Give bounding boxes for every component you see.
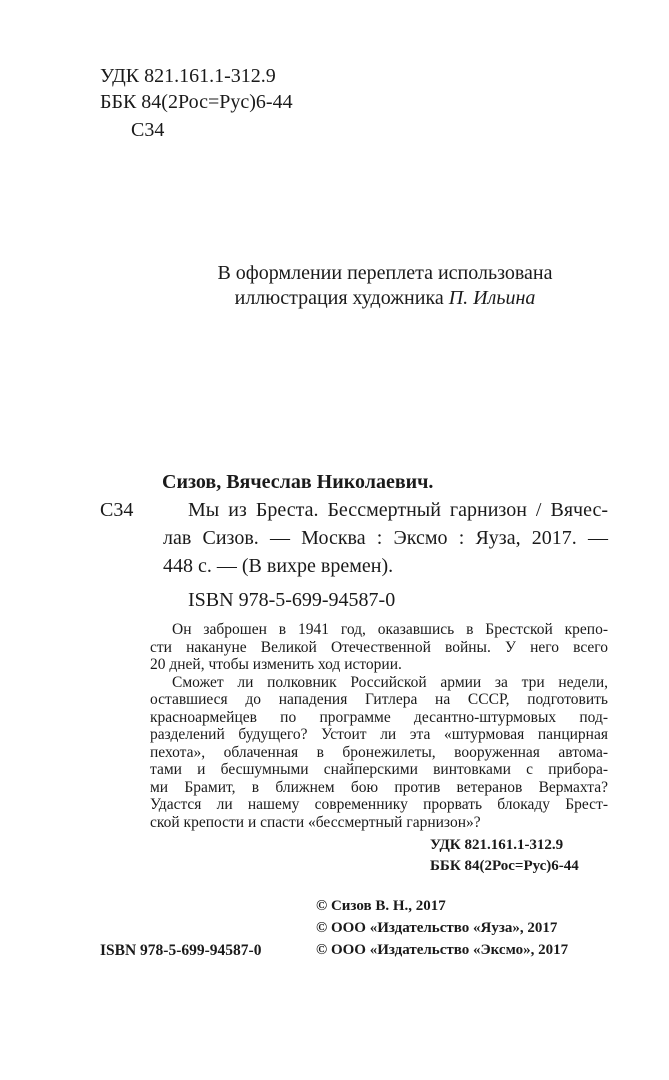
copyright-line: © ООО «Издательство «Яуза», 2017 [316, 920, 558, 936]
bottom-bbk: ББК 84(2Рос=Рус)6-44 [430, 858, 579, 874]
record-mark: С34 [100, 499, 134, 521]
copyright-line: © ООО «Издательство «Эксмо», 2017 [316, 942, 569, 958]
top-udk: УДК 821.161.1-312.9 [100, 65, 276, 87]
record-isbn: ISBN 978-5-699-94587-0 [188, 589, 396, 611]
isbn-bottom: ISBN 978-5-699-94587-0 [100, 942, 262, 959]
record-line: 448 с. — (В вихре времен). [163, 555, 394, 577]
artist-name: П. Ильина [448, 287, 536, 309]
record-line: Мы из Бреста. Бессмертный гарнизон / Вячес- [188, 499, 608, 521]
record-author: Сизов, Вячеслав Николаевич. [162, 471, 434, 493]
annotation-line: 20 дней, чтобы изменить ход истории. [150, 656, 402, 673]
top-author-mark: С34 [131, 119, 165, 141]
cover-credit-line2 [130, 288, 640, 308]
annotation-line: тами и бесшумными снайперскими винтовками с прибора- [150, 761, 608, 778]
annotation-line: пехота», облаченная в бронежилеты, вооруженная автома- [150, 743, 608, 761]
annotation-line: сти накануне Великой Отечественной войны. У него всего [150, 638, 608, 656]
cover-credit-line1: В оформлении переплета использована [217, 262, 553, 284]
top-bbk: ББК 84(2Рос=Рус)6-44 [100, 91, 293, 113]
annotation-line: ми Брамит, в ближнем бою против ветеранов Вермахта? [150, 778, 608, 796]
annotation-line: красноармейцев по программе десантно-штурмовых под- [150, 708, 608, 726]
bottom-udk: УДК 821.161.1-312.9 [430, 837, 564, 853]
copyright-line: © Сизов В. Н., 2017 [316, 898, 446, 914]
annotation-line: Сможет ли полковник Российской армии за три недели, [172, 673, 608, 691]
annotation-line: ской крепости и спасти «бессмертный гарнизон»? [150, 813, 481, 831]
annotation-line: Удастся ли нашему современнику прорвать блокаду Брест- [150, 796, 608, 813]
record-line: лав Сизов. — Москва : Эксмо : Яуза, 2017. — [163, 527, 608, 549]
annotation-line: разделений будущего? Устоит ли эта «штурмовая панцирная [150, 726, 608, 743]
annotation-line: Он заброшен в 1941 год, оказавшись в Брестской крепо- [172, 621, 608, 638]
annotation-line: оставшиеся до нападения Гитлера на СССР, подготовить [150, 691, 608, 708]
credit-prefix: иллюстрация художника [234, 287, 449, 309]
